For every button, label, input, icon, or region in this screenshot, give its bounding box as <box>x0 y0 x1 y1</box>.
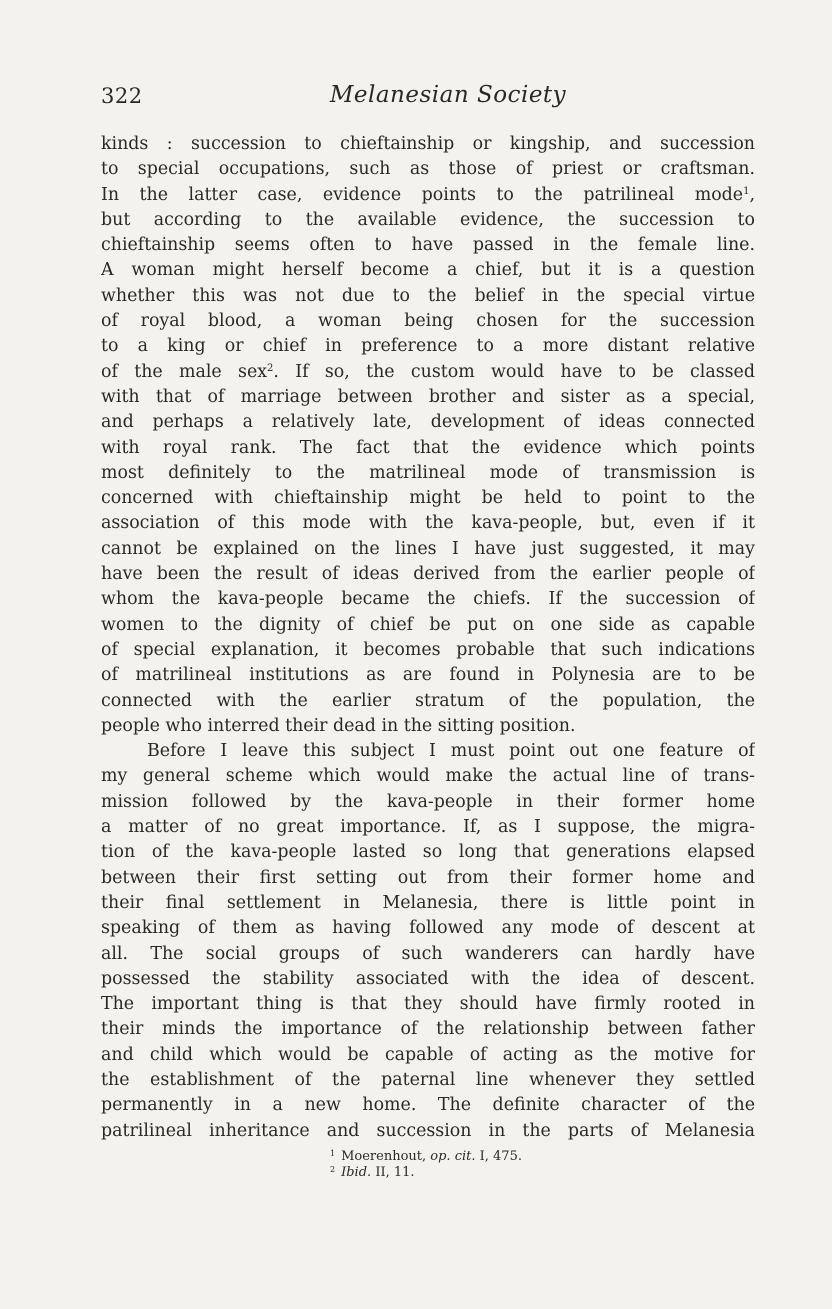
footnote-2-ref: Ibid. <box>341 1165 372 1180</box>
text-line: but according to the available evidence, the succession to <box>101 209 755 230</box>
text-line: concerned with chieftainship might be held to point to the <box>101 488 755 509</box>
text-line: permanently in a new home. The definite character of the <box>101 1095 755 1116</box>
footnote-1-author: Moerenhout, <box>341 1149 427 1164</box>
text-line: of special explanation, it becomes probable that such indications <box>101 639 755 660</box>
text-line: between their first setting out from their former home and <box>101 867 755 888</box>
body-text <box>101 132 755 1144</box>
text-line: of matrilineal institutions as are found in Polynesia are to be <box>101 665 755 686</box>
footnote-marker: 2 <box>267 362 274 374</box>
text-line: association of this mode with the kava-people, but, even if it <box>101 513 755 534</box>
text-line: speaking of them as having followed any mode of descent at <box>101 918 755 939</box>
text-line: to a king or chief in preference to a more distant relative <box>101 336 755 357</box>
text-line: the establishment of the paternal line whenever they settled <box>101 1069 755 1090</box>
text-line: and perhaps a relatively late, development of ideas connected <box>101 412 755 433</box>
running-title: Melanesian Society <box>329 82 567 108</box>
text-line: of royal blood, a woman being chosen for the succession <box>101 311 755 332</box>
text-line: The important thing is that they should have firmly rooted in <box>101 994 755 1015</box>
footnote-2-marker: 2 <box>330 1165 336 1174</box>
text-line-tail: . If so, the custom would have to be classed <box>273 361 755 382</box>
text-line: have been the result of ideas derived from the earlier people of <box>101 564 755 585</box>
text-line: tion of the kava-people lasted so long that generations elapsed <box>101 842 755 863</box>
text-line: with royal rank. The fact that the evidence which points <box>101 437 755 458</box>
text-line: possessed the stability associated with the idea of descent. <box>101 968 755 989</box>
text-line: mission followed by the kava-people in their former home <box>101 791 755 812</box>
text-line-tail: , <box>749 184 755 205</box>
text-line: connected with the earlier stratum of the population, the <box>101 690 755 711</box>
text-line-content: of the male sex <box>101 361 268 382</box>
text-line: kinds : succession to chieftainship or kingship, and succession <box>101 134 755 154</box>
text-line <box>101 183 755 208</box>
footnote-marker: 1 <box>743 185 750 197</box>
text-line: whom the kava-people became the chiefs. If the succession of <box>101 589 755 610</box>
text-line: with that of marriage between brother and sister as a special, <box>101 386 755 407</box>
footnote-1-marker: 1 <box>330 1149 336 1158</box>
footnotes <box>330 1149 630 1181</box>
text-line: a matter of no great importance. If, as I suppose, the migra- <box>101 817 755 838</box>
footnote-1-ref: op. cit. <box>430 1149 476 1164</box>
text-line: A woman might herself become a chief, but it is a question <box>101 260 755 281</box>
page-number: 322 <box>101 84 143 108</box>
text-line <box>101 360 755 385</box>
text-line: women to the dignity of chief be put on one side as capable <box>101 614 755 635</box>
text-line: most definitely to the matrilineal mode of transmission is <box>101 462 755 483</box>
text-line-paragraph-start: Before I leave this subject I must point out one feature of <box>147 741 755 762</box>
text-line: and child which would be capable of acting as the motive for <box>101 1044 755 1065</box>
text-line: their minds the importance of the relationship between father <box>101 1019 755 1040</box>
running-head <box>101 84 755 116</box>
footnote-1 <box>330 1149 630 1165</box>
text-line: cannot be explained on the lines I have just suggested, it may <box>101 538 755 559</box>
text-line: my general scheme which would make the actual line of trans- <box>101 766 755 787</box>
text-line: their final settlement in Melanesia, there is little point in <box>101 892 755 913</box>
footnote-2-loc: II, 11. <box>375 1165 415 1180</box>
text-line: all. The social groups of such wanderers can hardly have <box>101 943 755 964</box>
text-line: to special occupations, such as those of priest or craftsman. <box>101 159 755 180</box>
text-line-content: In the latter case, evidence points to the patrilineal mode <box>101 184 744 205</box>
text-line-paragraph-end: people who interred their dead in the sitting position. <box>101 715 576 736</box>
text-line: chieftainship seems often to have passed in the female line. <box>101 235 755 256</box>
footnote-1-loc: I, 475. <box>479 1149 522 1164</box>
text-line: whether this was not due to the belief in the special virtue <box>101 285 755 306</box>
footnote-2 <box>330 1165 630 1181</box>
text-line: patrilineal inheritance and succession in the parts of Melanesia <box>101 1120 755 1141</box>
